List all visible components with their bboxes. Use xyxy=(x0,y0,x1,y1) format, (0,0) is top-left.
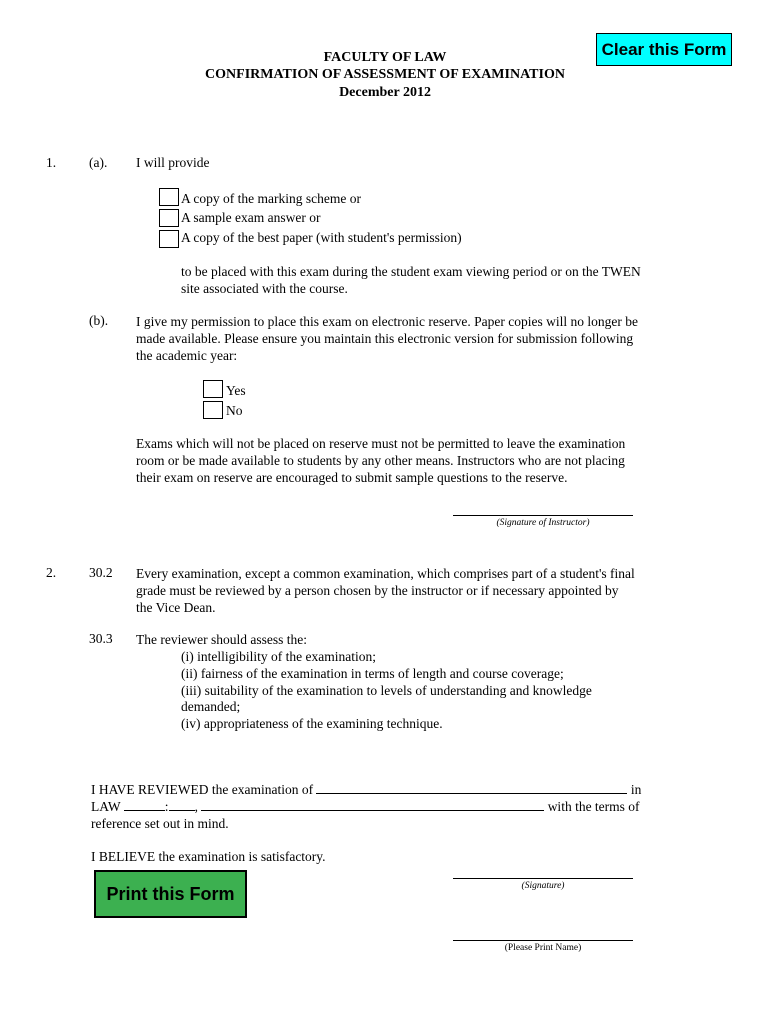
print-form-button[interactable]: Print this Form xyxy=(94,870,247,918)
assess-item-intelligibility: (i) intelligibility of the examination; xyxy=(181,649,376,664)
reviewed-statement-line-3: reference set out in mind. xyxy=(91,816,229,831)
reviewed-statement-text: I HAVE REVIEWED the examination of xyxy=(91,782,314,797)
course-title-field[interactable] xyxy=(201,798,544,811)
assess-item-technique: (iv) appropriateness of the examining technique. xyxy=(181,716,443,731)
section-302-label: 30.2 xyxy=(89,565,113,580)
option-marking-scheme: A copy of the marking scheme or xyxy=(181,191,361,206)
reserve-yes-checkbox[interactable] xyxy=(203,380,223,398)
assess-item-fairness: (ii) fairness of the examination in terms of length and course coverage; xyxy=(181,666,564,681)
best-paper-checkbox[interactable] xyxy=(159,230,179,248)
review-rule-text-1: Every examination, except a common examination, which comprises part of a student's final xyxy=(136,566,635,581)
satisfactory-statement: I BELIEVE the examination is satisfactory. xyxy=(91,849,326,864)
terms-text: with the terms of xyxy=(547,799,640,814)
reviewed-statement-line-1 xyxy=(91,781,641,798)
section-field[interactable] xyxy=(169,798,195,811)
form-title-confirmation: CONFIRMATION OF ASSESSMENT OF EXAMINATION xyxy=(205,67,565,82)
reviewed-statement-line-2 xyxy=(91,798,640,815)
form-title-date: December 2012 xyxy=(339,85,431,100)
reserve-note-3: their exam on reserve are encouraged to submit sample questions to the reserve. xyxy=(136,470,568,485)
exam-name-field[interactable] xyxy=(316,781,627,794)
instructor-signature-line[interactable] xyxy=(453,515,633,516)
permission-text-2: made available. Please ensure you maintain this electronic version for submission following xyxy=(136,331,634,346)
instructor-signature-caption: (Signature of Instructor) xyxy=(496,518,590,528)
reviewer-name-line[interactable] xyxy=(453,940,633,941)
review-rule-text-3: the Vice Dean. xyxy=(136,600,216,615)
section-1a-intro: I will provide xyxy=(136,155,210,170)
reviewer-name-caption: (Please Print Name) xyxy=(504,943,582,953)
sample-answer-checkbox[interactable] xyxy=(159,209,179,227)
reviewer-signature-line[interactable] xyxy=(453,878,633,879)
viewing-period-text-2: site associated with the course. xyxy=(181,281,348,296)
reviewer-signature-caption: (Signature) xyxy=(521,881,565,891)
permission-text-1: I give my permission to place this exam on electronic reserve. Paper copies will no longer be xyxy=(136,314,638,329)
reserve-note-1: Exams which will not be placed on reserve must not be permitted to leave the examination xyxy=(136,436,626,451)
option-sample-answer: A sample exam answer or xyxy=(181,210,321,225)
option-best-paper: A copy of the best paper (with student's permission) xyxy=(181,230,462,245)
reviewed-statement-in: in xyxy=(630,782,642,797)
section-303-label: 30.3 xyxy=(89,631,113,646)
reserve-yes-label: Yes xyxy=(226,383,246,398)
permission-text-3: the academic year: xyxy=(136,348,238,363)
assess-item-suitability-cont: demanded; xyxy=(181,699,241,714)
reserve-note-2: room or be made available to students by any other means. Instructors who are not placing xyxy=(136,453,625,468)
assess-item-suitability: (iii) suitability of the examination to levels of understanding and knowledge xyxy=(181,683,592,698)
reviewer-assess-intro: The reviewer should assess the: xyxy=(136,632,307,647)
law-colon: : xyxy=(164,799,169,814)
reserve-no-checkbox[interactable] xyxy=(203,401,223,419)
course-code-field[interactable] xyxy=(124,798,165,811)
form-title-faculty: FACULTY OF LAW xyxy=(323,50,447,65)
viewing-period-text-1: to be placed with this exam during the student exam viewing period or on the TWEN xyxy=(181,264,641,279)
law-label: LAW xyxy=(91,799,121,814)
clear-form-button[interactable]: Clear this Form xyxy=(596,33,732,66)
reserve-no-label: No xyxy=(226,403,243,418)
marking-scheme-checkbox[interactable] xyxy=(159,188,179,206)
section-1b-label: (b). xyxy=(89,313,109,328)
review-rule-text-2: grade must be reviewed by a person chosen by the instructor or if necessary appointed by xyxy=(136,583,619,598)
section-2-number: 2. xyxy=(46,565,57,580)
section-1-number: 1. xyxy=(46,155,57,170)
law-comma: , xyxy=(194,799,198,814)
section-1a-label: (a). xyxy=(89,155,108,170)
